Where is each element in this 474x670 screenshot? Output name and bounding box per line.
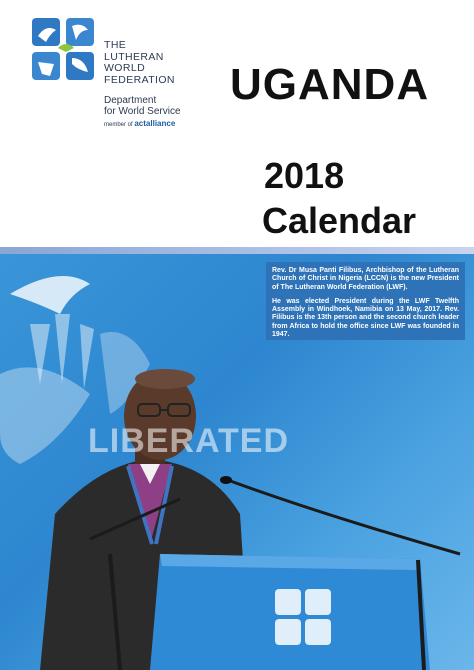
backdrop-text: LIBERATED (88, 422, 290, 460)
org-name-line: THE (104, 39, 127, 51)
lwf-dove-hands-icon (32, 18, 96, 82)
department-line: Department (104, 95, 157, 106)
lwf-logo (32, 18, 182, 128)
calendar-title: Calendar (262, 200, 417, 241)
country-title: UGANDA (230, 60, 430, 109)
org-name-line: FEDERATION (104, 73, 175, 86)
department-name (104, 95, 181, 117)
caption-paragraph: He was elected President during the LWF Twelfth Assembly in Windhoek, Namibia on 13 May, 2017. Rev. Filibus is the 13th person and the second church leader from Africa to hold the office since LWF was founded in 1947. (272, 297, 459, 339)
cover-photo (0, 254, 474, 670)
caption-paragraph: Rev. Dr Musa Panti Filibus, Archbishop of the Lutheran Church of Christ in Nigeria (LCCN) is the new President of The Lutheran World Federation (LWF). (272, 267, 459, 291)
alliance-name: actalliance (134, 119, 176, 128)
organization-name (104, 40, 175, 86)
photo-caption (266, 262, 465, 340)
member-prefix: member of (104, 122, 133, 128)
divider-bar (0, 247, 474, 254)
org-name-line: WORLD (104, 62, 146, 74)
calendar-year: 2018 (264, 155, 345, 196)
act-alliance-badge (104, 119, 175, 128)
department-line: for World Service (104, 106, 181, 117)
org-name-line: LUTHERAN (104, 50, 164, 63)
